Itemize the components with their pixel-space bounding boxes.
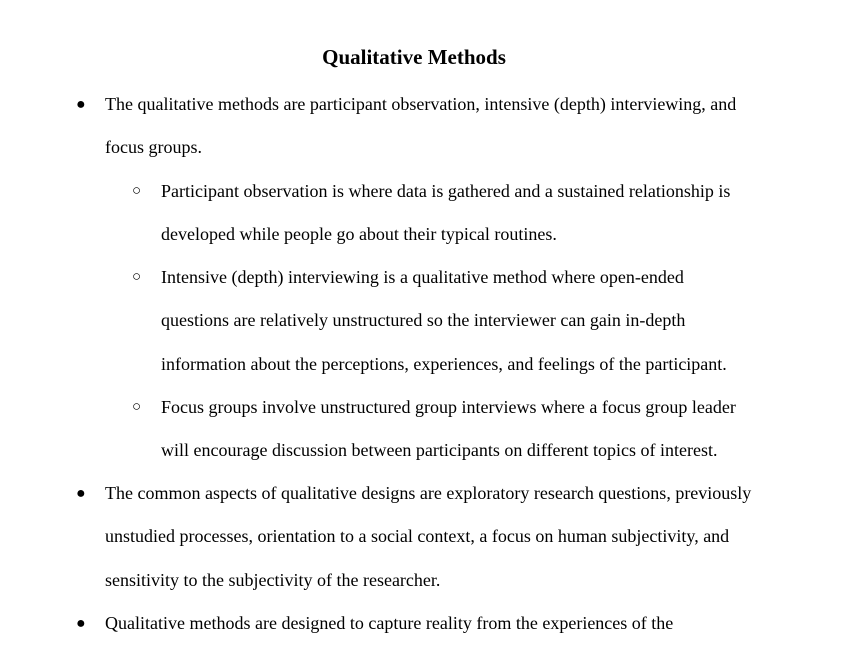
list-item-text-line: Qualitative methods are designed to capture reality from the experiences of the	[105, 613, 674, 633]
list-item-text-line: The qualitative methods are participant observation, intensive (depth) interviewing, and	[105, 94, 737, 114]
list-item	[76, 602, 795, 645]
page-title: Qualitative Methods	[322, 45, 506, 69]
bullet-circle-icon: ○	[132, 269, 142, 285]
list-item-text-line: Participant observation is where data is gathered and a sustained relationship is	[161, 181, 731, 201]
list-item-text-line: focus groups.	[105, 137, 202, 158]
list-item-text-line: Focus groups involve unstructured group interviews where a focus group leader	[161, 397, 736, 417]
list-item	[76, 472, 795, 602]
bullet-circle-icon: ○	[132, 183, 142, 199]
list-item-text-line: sensitivity to the subjectivity of the researcher.	[105, 569, 441, 590]
sub-list-item	[132, 386, 801, 473]
sub-list-item	[132, 256, 801, 386]
list-item-text-line: Intensive (depth) interviewing is a qualitative method where open-ended	[161, 267, 684, 287]
bullet-circle-icon: ○	[132, 399, 142, 415]
sub-list-item	[132, 170, 801, 257]
bullet-dot-icon: ●	[76, 485, 86, 502]
bullet-dot-icon: ●	[76, 615, 86, 632]
list-item-text-line: information about the perceptions, experiences, and feelings of the participant.	[161, 353, 727, 374]
list-item-text-line: unstudied processes, orientation to a social context, a focus on human subjectivity, and	[105, 526, 730, 547]
list-item	[76, 83, 795, 170]
list-item-text-line: developed while people go about their typical routines.	[161, 224, 557, 245]
bullet-dot-icon: ●	[76, 96, 86, 113]
list-item-text-line: will encourage discussion between participants on different topics of interest.	[161, 440, 718, 461]
list-item-text-line: questions are relatively unstructured so the interviewer can gain in-depth	[161, 310, 686, 331]
list-item-text-line: The common aspects of qualitative designs are exploratory research questions, previously	[105, 483, 752, 503]
